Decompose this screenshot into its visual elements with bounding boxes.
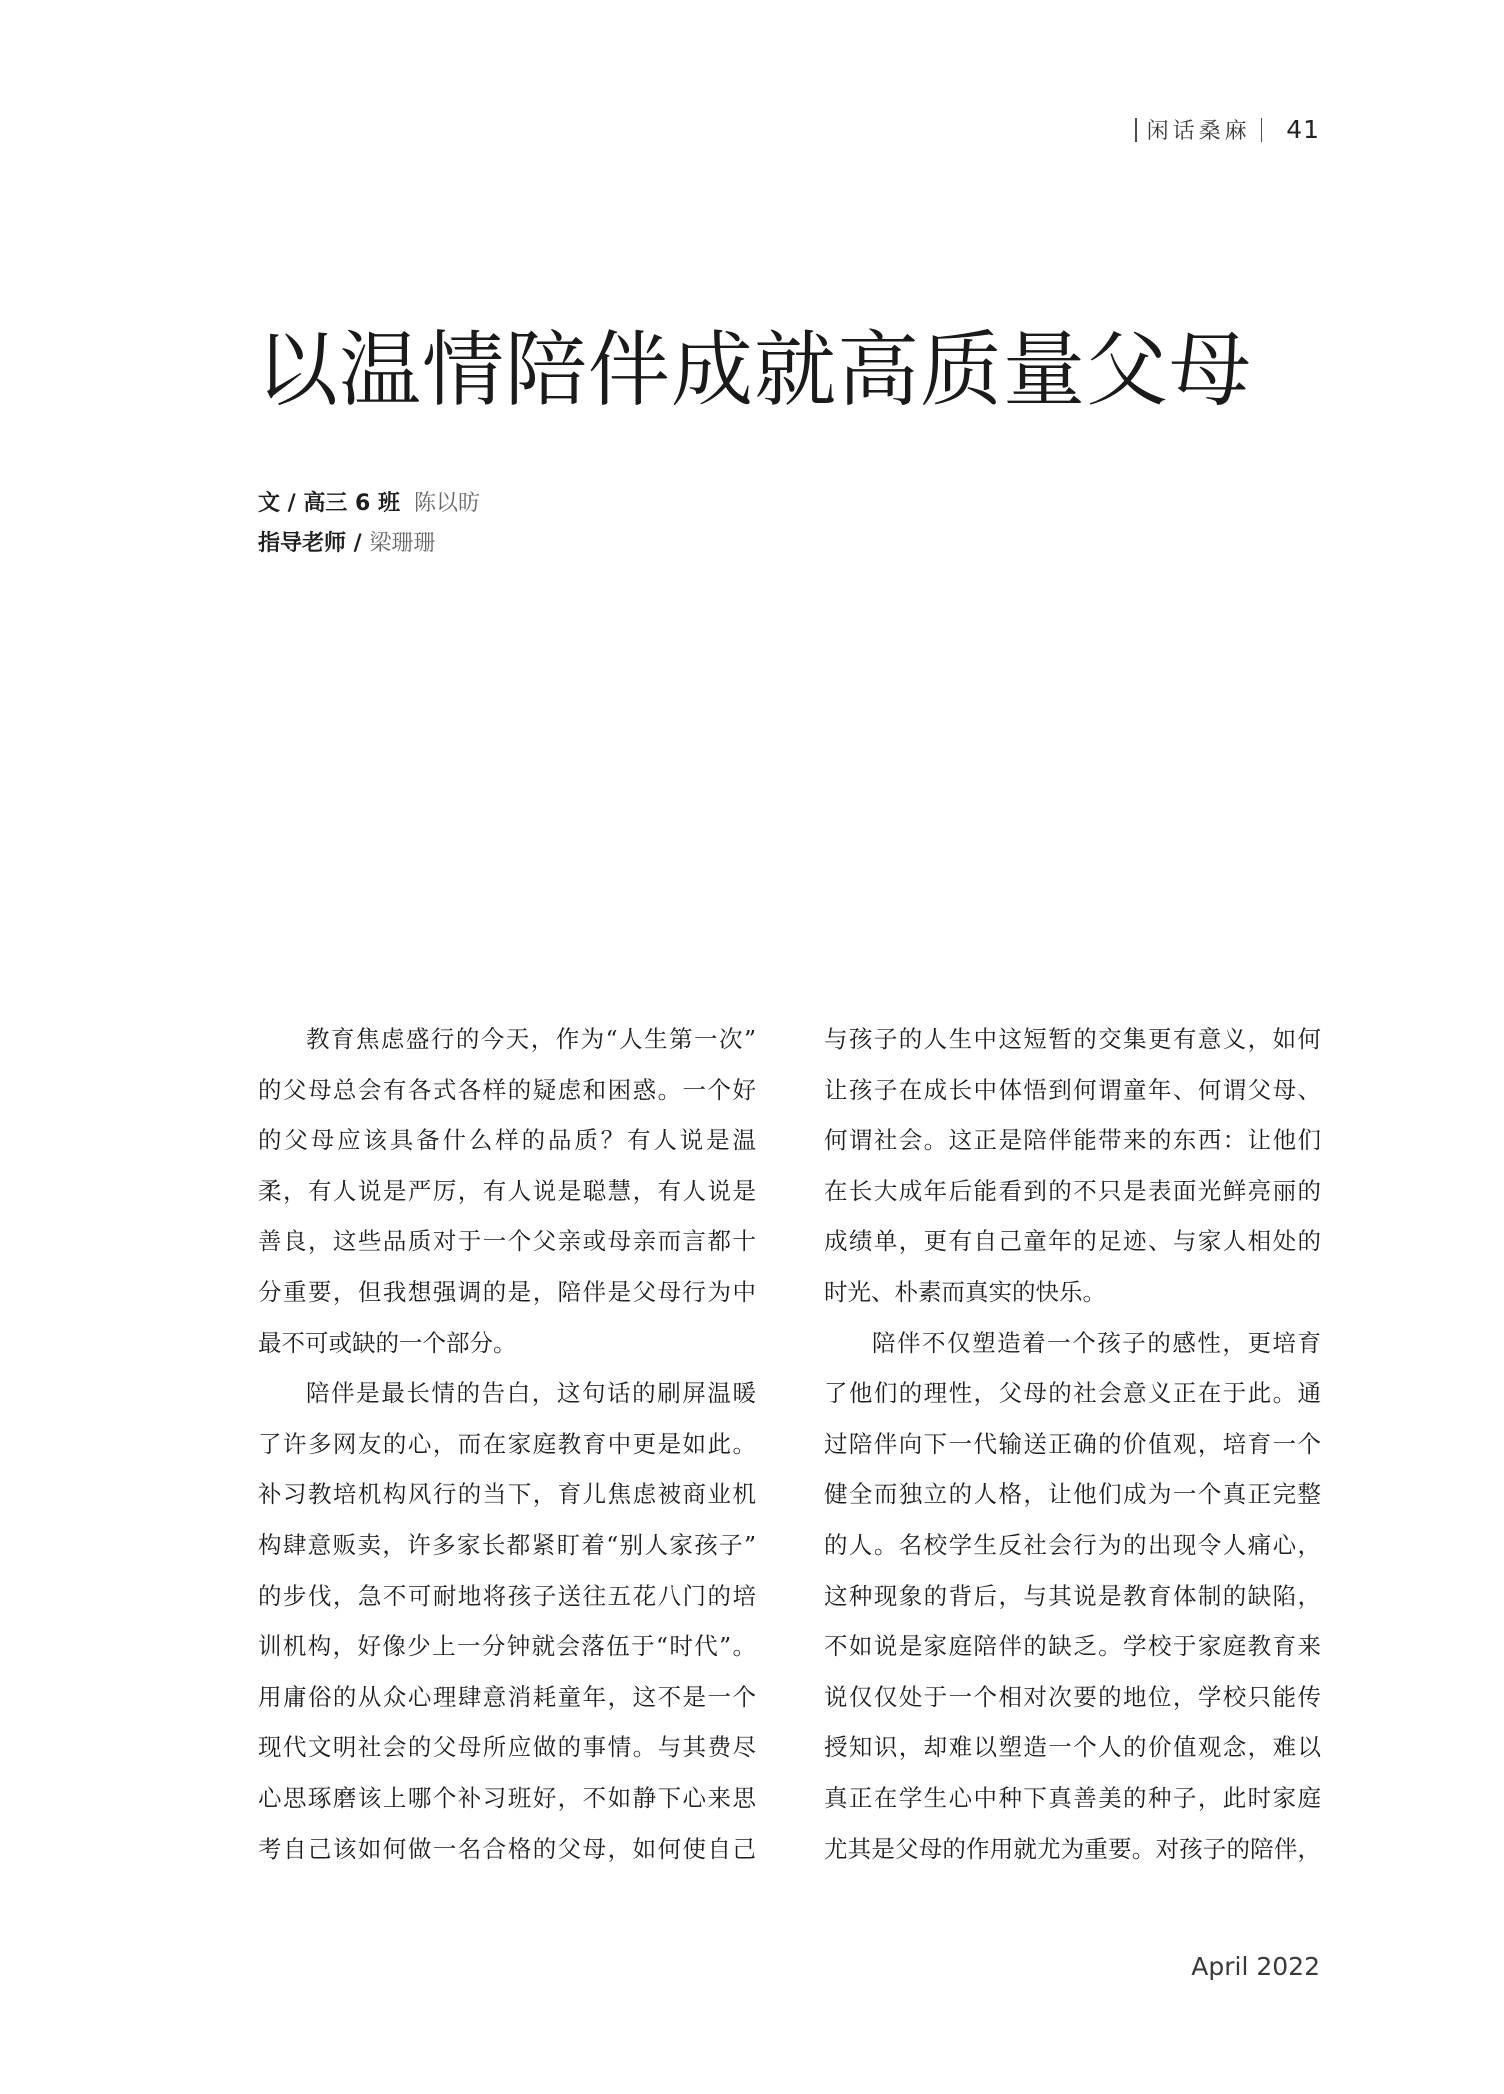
body-line: 成绩单，更有自己童年的足迹、与家人相处的 [824,1227,1321,1256]
body-line: 教育焦虑盛行的今天，作为“人生第一次” [306,1025,756,1053]
body-line: 的父母应该具备什么样的品质？有人说是温 [258,1126,756,1155]
body-line: 的父母总会有各式各样的疑虑和困惑。一个好 [258,1075,756,1104]
body-line: 陪伴是最长情的告白，这句话的刷屏温暖 [306,1379,756,1408]
teacher-name: 梁珊珊 [369,531,436,556]
body-line: 考自己该如何做一名合格的父母，如何使自己 [258,1834,756,1863]
body-line: 用庸俗的从众心理肆意消耗童年，这不是一个 [258,1682,756,1711]
body-line: 与孩子的人生中这短暂的交集更有意义，如何 [824,1025,1321,1053]
header-divider-left [1135,118,1137,142]
body-line: 柔，有人说是严厉，有人说是聪慧，有人说是 [258,1176,756,1205]
body-line: 何谓社会。这正是陪伴能带来的东西：让他们 [824,1126,1321,1155]
article-title: 以温情陪伴成就高质量父母 [256,323,1253,418]
body-line: 不如说是家庭陪伴的缺乏。学校于家庭教育来 [824,1632,1321,1661]
body-line: 这种现象的背后，与其说是教育体制的缺陷， [824,1581,1321,1610]
body-line: 陪伴不仅塑造着一个孩子的感性，更培育 [872,1328,1321,1357]
body-line: 说仅仅处于一个相对次要的地位，学校只能传 [824,1682,1321,1711]
body-line: 心思琢磨该上哪个补习班好，不如静下心来思 [258,1783,756,1812]
section-name: 闲话桑麻 [1146,119,1251,144]
body-line: 最不可或缺的一个部分。 [258,1328,517,1357]
right-column [824,1014,1321,1874]
left-column [258,1014,756,1874]
byline [258,484,480,564]
body-line: 的人。名校学生反社会行为的出现令人痛心， [824,1530,1321,1559]
body-line: 善良，这些品质对于一个父亲或母亲而言都十 [258,1227,756,1256]
body-line: 让孩子在成长中体悟到何谓童年、何谓父母、 [824,1075,1321,1104]
body-line: 分重要，但我想强调的是，陪伴是父母行为中 [258,1277,756,1306]
page-number: 41 [1286,115,1320,144]
body-line: 授知识，却难以塑造一个人的价值观念，难以 [824,1733,1321,1762]
author-label: 文 / 高三 6 班 [258,491,400,516]
teacher-line [258,524,480,564]
teacher-label: 指导老师 / [258,531,370,556]
body-line: 真正在学生心中种下真善美的种子，此时家庭 [824,1783,1321,1812]
body-line: 了他们的理性，父母的社会意义正在于此。通 [824,1379,1321,1408]
body-line: 补习教培机构风行的当下，育儿焦虑被商业机 [258,1480,756,1509]
header-divider-right [1261,118,1263,142]
body-line: 尤其是父母的作用就尤为重要。对孩子的陪伴， [824,1834,1321,1863]
author-name: 陈以昉 [413,491,480,516]
issue-date: April 2022 [1191,1952,1320,1981]
running-header [1135,114,1320,145]
body-line: 时光、朴素而真实的快乐。 [824,1277,1106,1306]
body-line: 了许多网友的心，而在家庭教育中更是如此。 [258,1429,756,1458]
author-line [258,484,480,524]
body-line: 在长大成年后能看到的不只是表面光鲜亮丽的 [824,1176,1321,1205]
body-line: 训机构，好像少上一分钟就会落伍于“时代”。 [258,1632,756,1661]
body-line: 健全而独立的人格，让他们成为一个真正完整 [824,1480,1321,1509]
body-line: 构肆意贩卖，许多家长都紧盯着“别人家孩子” [258,1530,756,1559]
body-line: 的步伐，急不可耐地将孩子送往五花八门的培 [258,1581,756,1610]
body-line: 过陪伴向下一代输送正确的价值观，培育一个 [824,1429,1321,1458]
body-line: 现代文明社会的父母所应做的事情。与其费尽 [258,1733,756,1762]
